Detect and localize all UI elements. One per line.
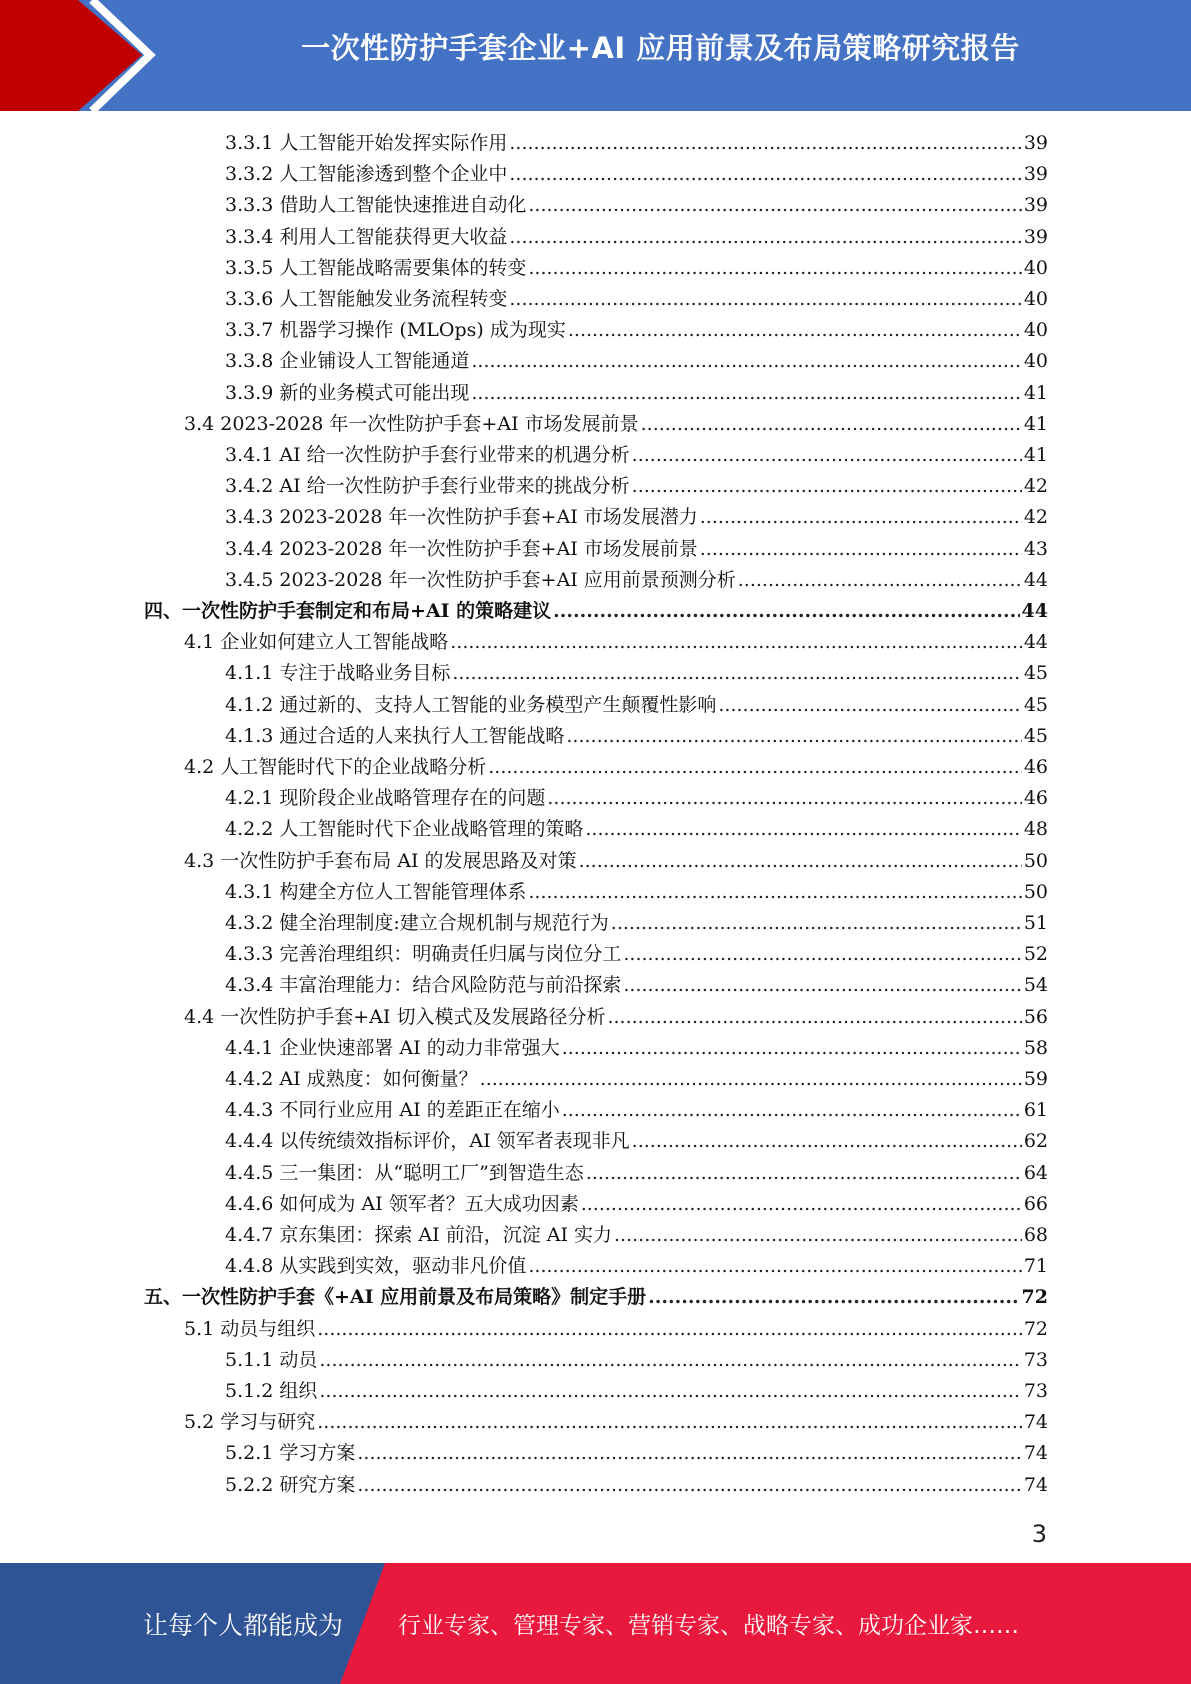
toc-leader-dots: [528, 190, 1021, 221]
toc-entry-page: 72: [1021, 1286, 1048, 1309]
toc-entry-label: 4.3 一次性防护手套布局 AI 的发展思路及对策: [184, 849, 577, 872]
toc-entry[interactable]: [225, 1376, 1048, 1407]
toc-entry-label: 3.3.2 人工智能渗透到整个企业中: [225, 163, 508, 186]
toc-entry-page: 74: [1023, 1442, 1048, 1465]
toc-entry-page: 74: [1023, 1473, 1048, 1496]
toc-leader-dots: [562, 1095, 1022, 1126]
toc-entry[interactable]: [184, 409, 1048, 440]
toc-entry-label: 4.4 一次性防护手套+AI 切入模式及发展路径分析: [184, 1005, 606, 1028]
toc-entry[interactable]: [225, 253, 1048, 284]
toc-entry[interactable]: [225, 1438, 1048, 1469]
toc-leader-dots: [319, 1345, 1021, 1376]
toc-entry[interactable]: [225, 877, 1048, 908]
toc-entry-label: 3.3.1 人工智能开始发挥实际作用: [225, 132, 508, 154]
toc-leader-dots: [607, 1002, 1021, 1033]
toc-entry[interactable]: [225, 1126, 1048, 1157]
toc-entry-page: 40: [1023, 256, 1048, 279]
toc-entry-label: 4.2.1 现阶段企业战略管理存在的问题: [225, 787, 546, 810]
toc-entry-page: 42: [1023, 506, 1048, 529]
footer-slogan: 让每个人都能成为: [143, 1611, 344, 1640]
toc-entry-page: 40: [1023, 319, 1048, 342]
toc-entry-label: 5.1.2 组织: [225, 1380, 318, 1402]
toc-entry-label: 4.3.2 健全治理制度:建立合规机制与规范行为: [225, 912, 609, 934]
toc-leader-dots: [566, 721, 1021, 752]
toc-entry-label: 5.1.1 动员: [225, 1348, 318, 1371]
toc-entry[interactable]: [225, 1095, 1048, 1126]
toc-entry[interactable]: [225, 1033, 1048, 1064]
toc-entry-label: 3.3.8 企业铺设人工智能通道: [225, 350, 470, 373]
toc-entry[interactable]: [225, 346, 1048, 377]
toc-entry-page: 39: [1023, 132, 1048, 154]
toc-entry-page: 72: [1023, 1317, 1048, 1340]
report-title: 一次性防护手套企业+AI 应用前景及布局策略研究报告: [301, 31, 1020, 65]
toc-entry[interactable]: [184, 627, 1048, 658]
toc-entry-label: 4.4.6 如何成为 AI 领军者？五大成功因素: [225, 1192, 579, 1215]
toc-entry-label: 3.4 2023-2028 年一次性防护手套+AI 市场发展前景: [184, 412, 639, 435]
toc-leader-dots: [623, 939, 1021, 970]
toc-leader-dots: [632, 440, 1022, 471]
toc-entry-page: 41: [1023, 444, 1048, 466]
toc-entry-label: 4.4.1 企业快速部署 AI 的动力非常强大: [225, 1036, 560, 1059]
toc-entry-label: 3.3.5 人工智能战略需要集体的转变: [225, 256, 527, 279]
page-number: 3: [1031, 1520, 1047, 1548]
toc-entry-page: 39: [1023, 225, 1048, 248]
toc-entry[interactable]: [225, 284, 1048, 315]
toc-leader-dots: [317, 1314, 1022, 1345]
toc-entry-page: 59: [1023, 1068, 1048, 1090]
toc-entry[interactable]: [225, 222, 1048, 253]
toc-leader-dots: [509, 222, 1021, 253]
toc-entry-label: 4.2 人工智能时代下的企业战略分析: [184, 756, 487, 778]
toc-leader-dots: [488, 752, 1022, 783]
toc-entry[interactable]: [225, 690, 1048, 721]
toc-entry-label: 3.3.4 利用人工智能获得更大收益: [225, 225, 508, 248]
toc-entry-page: 71: [1023, 1255, 1048, 1278]
toc-entry-label: 4.1.1 专注于战略业务目标: [225, 662, 451, 685]
toc-entry-label: 3.4.5 2023-2028 年一次性防护手套+AI 应用前景预测分析: [225, 568, 736, 591]
toc-entry-page: 40: [1023, 350, 1048, 373]
toc-leader-dots: [611, 908, 1022, 939]
toc-entry[interactable]: [225, 658, 1048, 689]
toc-entry-page: 74: [1023, 1411, 1048, 1434]
toc-leader-dots: [471, 346, 1021, 377]
toc-entry[interactable]: [184, 1314, 1048, 1345]
toc-leader-dots: [585, 814, 1021, 845]
toc-leader-dots: [586, 1158, 1022, 1189]
toc-entry-page: 56: [1023, 1005, 1048, 1028]
toc-leader-dots: [700, 502, 1022, 533]
toc-entry-label: 3.4.4 2023-2028 年一次性防护手套+AI 市场发展前景: [225, 537, 698, 560]
toc-leader-dots: [357, 1470, 1021, 1501]
toc-leader-dots: [632, 471, 1022, 502]
page-footer: [0, 1563, 1191, 1684]
toc-entry-page: 39: [1023, 194, 1048, 217]
toc-entry[interactable]: [225, 502, 1048, 533]
toc-leader-dots: [471, 378, 1021, 409]
toc-entry-page: 64: [1023, 1161, 1048, 1184]
toc-entry-label: 4.2.2 人工智能时代下企业战略管理的策略: [225, 818, 584, 841]
toc-entry[interactable]: [144, 1282, 1048, 1313]
toc-leader-dots: [718, 690, 1021, 721]
toc-entry-label: 3.3.6 人工智能触发业务流程转变: [225, 288, 508, 310]
toc-entry-label: 四、一次性防护手套制定和布局+AI 的策略建议: [144, 600, 552, 622]
toc-entry-page: 50: [1023, 880, 1048, 903]
toc-entry-label: 5.2 学习与研究: [184, 1411, 316, 1434]
toc-entry[interactable]: [225, 1220, 1048, 1251]
toc-entry-label: 4.4.8 从实践到实效，驱动非凡价值: [225, 1255, 527, 1278]
toc-leader-dots: [319, 1376, 1021, 1407]
toc-entry[interactable]: [225, 908, 1048, 939]
toc-entry-page: 41: [1023, 381, 1048, 404]
toc-entry-page: 45: [1023, 724, 1048, 747]
toc-entry[interactable]: [225, 783, 1048, 814]
toc-entry[interactable]: [225, 128, 1048, 159]
toc-entry-page: 39: [1023, 163, 1048, 186]
toc-entry-page: 45: [1023, 662, 1048, 685]
toc-entry-label: 4.4.3 不同行业应用 AI 的差距正在缩小: [225, 1099, 560, 1122]
toc-leader-dots: [357, 1438, 1021, 1469]
toc-entry[interactable]: [184, 846, 1048, 877]
toc-entry-page: 51: [1023, 912, 1048, 934]
toc-entry-page: 40: [1023, 288, 1048, 310]
toc-entry-page: 68: [1023, 1224, 1048, 1246]
toc-entry[interactable]: [184, 1002, 1048, 1033]
toc-entry-page: 61: [1023, 1099, 1048, 1122]
toc-entry-label: 4.4.2 AI 成熟度：如何衡量？: [225, 1068, 478, 1090]
toc-entry[interactable]: [225, 970, 1048, 1001]
toc-leader-dots: [581, 1189, 1022, 1220]
toc-entry-page: 73: [1023, 1380, 1048, 1402]
toc-entry-label: 3.4.3 2023-2028 年一次性防护手套+AI 市场发展潜力: [225, 506, 698, 529]
toc-entry[interactable]: [225, 471, 1048, 502]
toc-entry[interactable]: [225, 159, 1048, 190]
toc-leader-dots: [738, 565, 1022, 596]
toc-leader-dots: [528, 253, 1021, 284]
toc-leader-dots: [528, 1251, 1021, 1282]
toc-leader-dots: [623, 970, 1021, 1001]
toc-entry-page: 44: [1021, 600, 1048, 622]
toc-entry-page: 48: [1023, 818, 1048, 841]
toc-entry[interactable]: [144, 596, 1048, 627]
footer-expert-list: 行业专家、管理专家、营销专家、战略专家、成功企业家……: [398, 1613, 1019, 1639]
toc-entry-page: 73: [1023, 1348, 1048, 1371]
toc-entry-label: 5.1 动员与组织: [184, 1317, 316, 1340]
toc-entry-page: 62: [1023, 1130, 1048, 1153]
toc-leader-dots: [452, 658, 1021, 689]
toc-entry-label: 4.3.4 丰富治理能力：结合风险防范与前沿探索: [225, 974, 622, 997]
toc-entry-page: 46: [1023, 787, 1048, 810]
toc-entry[interactable]: [225, 190, 1048, 221]
toc-entry-page: 54: [1023, 974, 1048, 997]
toc-entry-page: 66: [1023, 1192, 1048, 1215]
toc-entry-label: 3.3.7 机器学习操作 (MLOps) 成为现实: [225, 319, 566, 342]
toc-leader-dots: [641, 409, 1022, 440]
toc-entry[interactable]: [225, 939, 1048, 970]
toc-leader-dots: [528, 877, 1021, 908]
toc-leader-dots: [509, 284, 1021, 315]
toc-entry[interactable]: [184, 1407, 1048, 1438]
toc-entry-page: 43: [1023, 537, 1048, 560]
toc-entry[interactable]: [225, 534, 1048, 565]
toc-entry-page: 44: [1023, 568, 1048, 591]
toc-entry[interactable]: [225, 1470, 1048, 1501]
toc-entry-label: 5.2.1 学习方案: [225, 1442, 356, 1465]
toc-entry[interactable]: [225, 1251, 1048, 1282]
toc-entry[interactable]: [225, 565, 1048, 596]
toc-entry[interactable]: [225, 1345, 1048, 1376]
toc-leader-dots: [562, 1033, 1022, 1064]
toc-entry-page: 41: [1023, 412, 1048, 435]
toc-entry-label: 五、一次性防护手套《+AI 应用前景及布局策略》制定手册: [144, 1286, 647, 1309]
toc-entry-page: 45: [1023, 693, 1048, 716]
toc-entry-label: 4.1.3 通过合适的人来执行人工智能战略: [225, 724, 565, 747]
page-header: [0, 0, 1191, 111]
toc-leader-dots: [509, 159, 1021, 190]
toc-leader-dots: [317, 1407, 1022, 1438]
toc-leader-dots: [509, 128, 1021, 159]
toc-entry-label: 3.4.1 AI 给一次性防护手套行业带来的机遇分析: [225, 444, 630, 466]
toc-entry[interactable]: [225, 315, 1048, 346]
toc-leader-dots: [568, 315, 1022, 346]
toc-entry[interactable]: [225, 1064, 1048, 1095]
toc-entry[interactable]: [225, 721, 1048, 752]
toc-entry-label: 3.3.3 借助人工智能快速推进自动化: [225, 194, 527, 217]
toc-leader-dots: [579, 846, 1022, 877]
toc-entry-label: 4.1 企业如何建立人工智能战略: [184, 631, 449, 654]
toc-entry-page: 46: [1023, 756, 1048, 778]
toc-entry-label: 4.4.5 三一集团：从“聪明工厂”到智造生态: [225, 1161, 584, 1184]
toc-leader-dots: [450, 627, 1022, 658]
toc-entry-label: 5.2.2 研究方案: [225, 1473, 356, 1496]
toc-entry-label: 4.3.3 完善治理组织：明确责任归属与岗位分工: [225, 943, 622, 966]
toc-entry-page: 42: [1023, 475, 1048, 498]
toc-leader-dots: [648, 1282, 1019, 1313]
toc-entry[interactable]: [225, 1189, 1048, 1220]
toc-entry-label: 4.4.7 京东集团：探索 AI 前沿，沉淀 AI 实力: [225, 1224, 612, 1246]
toc-entry-page: 44: [1023, 631, 1048, 654]
toc-leader-dots: [614, 1220, 1022, 1251]
toc-entry-label: 4.1.2 通过新的、支持人工智能的业务模型产生颠覆性影响: [225, 693, 717, 716]
toc-entry[interactable]: [225, 440, 1048, 471]
toc-entry-label: 4.3.1 构建全方位人工智能管理体系: [225, 880, 527, 903]
toc-entry[interactable]: [225, 378, 1048, 409]
toc-entry-page: 50: [1023, 849, 1048, 872]
toc-entry[interactable]: [184, 752, 1048, 783]
toc-entry-page: 52: [1023, 943, 1048, 966]
toc-leader-dots: [553, 596, 1019, 627]
toc-entry[interactable]: [225, 814, 1048, 845]
toc-entry[interactable]: [225, 1158, 1048, 1189]
toc-leader-dots: [480, 1064, 1022, 1095]
toc-entry-label: 4.4.4 以传统绩效指标评价，AI 领军者表现非凡: [225, 1130, 630, 1153]
toc-entry-page: 58: [1023, 1036, 1048, 1059]
toc-entry-label: 3.4.2 AI 给一次性防护手套行业带来的挑战分析: [225, 475, 630, 498]
toc-entry-label: 3.3.9 新的业务模式可能出现: [225, 381, 470, 404]
toc-leader-dots: [700, 534, 1022, 565]
toc-leader-dots: [547, 783, 1021, 814]
toc-leader-dots: [632, 1126, 1022, 1157]
